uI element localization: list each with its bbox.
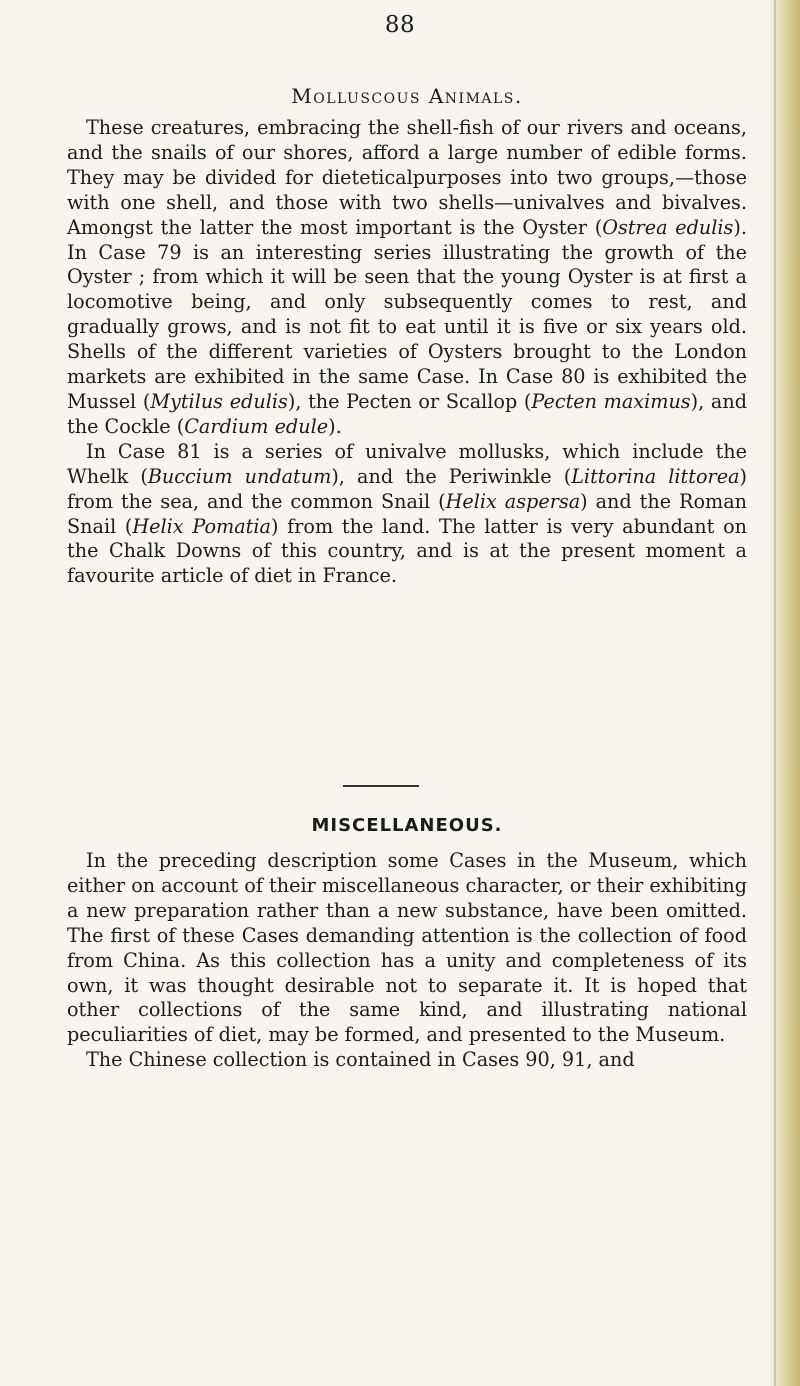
italic-term: Helix Pomatia [132,514,271,538]
section-divider-rule [343,785,419,787]
text-run: ). [328,414,342,438]
italic-term: Helix aspersa [445,489,581,513]
paragraph [67,116,747,440]
italic-term: Mytilus edulis [150,389,288,413]
text-run: In the preceding description some Cases in the Museum, which either on account of their miscellaneous character, or their exhibiting a new preparation rather than a new substance, have been omitted. The first of these Cases demanding attention is the collection of food from China. As this collection has a unity and completeness of its own, it was thought desirable not to separate it. It is hoped that other collections of the same kind, and illustrating national peculiarities of diet, may be formed, and presented to the Museum. [67,849,747,1047]
section-miscellaneous [67,815,747,1073]
text-run: In Case 81 is a series of univalve mollusks, which include the Whelk ( [67,439,747,488]
italic-term: Pecten maximus [531,389,691,413]
section-heading: MISCELLANEOUS. [311,815,503,836]
section-molluscous-animals [67,84,747,589]
paragraph [67,1048,747,1073]
text-run: ) from the land. The latter is very abundant on the Chalk Downs of this country, and is at the present moment a favourite article of diet in France. [67,514,747,588]
text-run: These creatures, embracing the shell-fish of our rivers and oceans, and the snails of our shores, afford a large number of edible forms. They may be divided for dieteticalpurposes into two groups,—those with one shell, and those with two shells—univalves and bivalves. Amongst the latter the most important is the Oyster ( [67,116,747,239]
italic-term: Littorina littorea [571,464,740,488]
text-run: ), and the Cockle ( [67,389,748,438]
paragraph [67,849,747,1048]
text-run: ) and the Roman Snail ( [67,489,747,538]
text-run: ), the Pecten or Scallop ( [287,389,532,413]
text-run: ), and the Periwinkle ( [331,464,572,488]
paragraph [67,440,747,589]
italic-term: Cardium edule [184,414,329,438]
text-run: ) from the sea, and the common Snail ( [67,464,747,513]
italic-term: Buccium undatum [147,464,332,488]
section-heading: Molluscous Animals. [291,84,523,108]
text-run: ). In Case 79 is an interesting series illustrating the growth of the Oyster ; from which it will be seen that the young Oyster is at first a locomotive being, and only subsequently comes to rest, and gradually grows, and is not fit to eat until it is five or six years old. Shells of the different varieties of Oysters brought to the London markets are exhibited in the same Case. In Case 80 is exhibited the Mussel ( [67,215,747,413]
text-run: The Chinese collection is contained in Cases 90, 91, and [86,1048,635,1072]
italic-term: Ostrea edulis [602,215,734,239]
page-edge-line [774,0,776,1386]
page-number: 88 [384,12,416,38]
